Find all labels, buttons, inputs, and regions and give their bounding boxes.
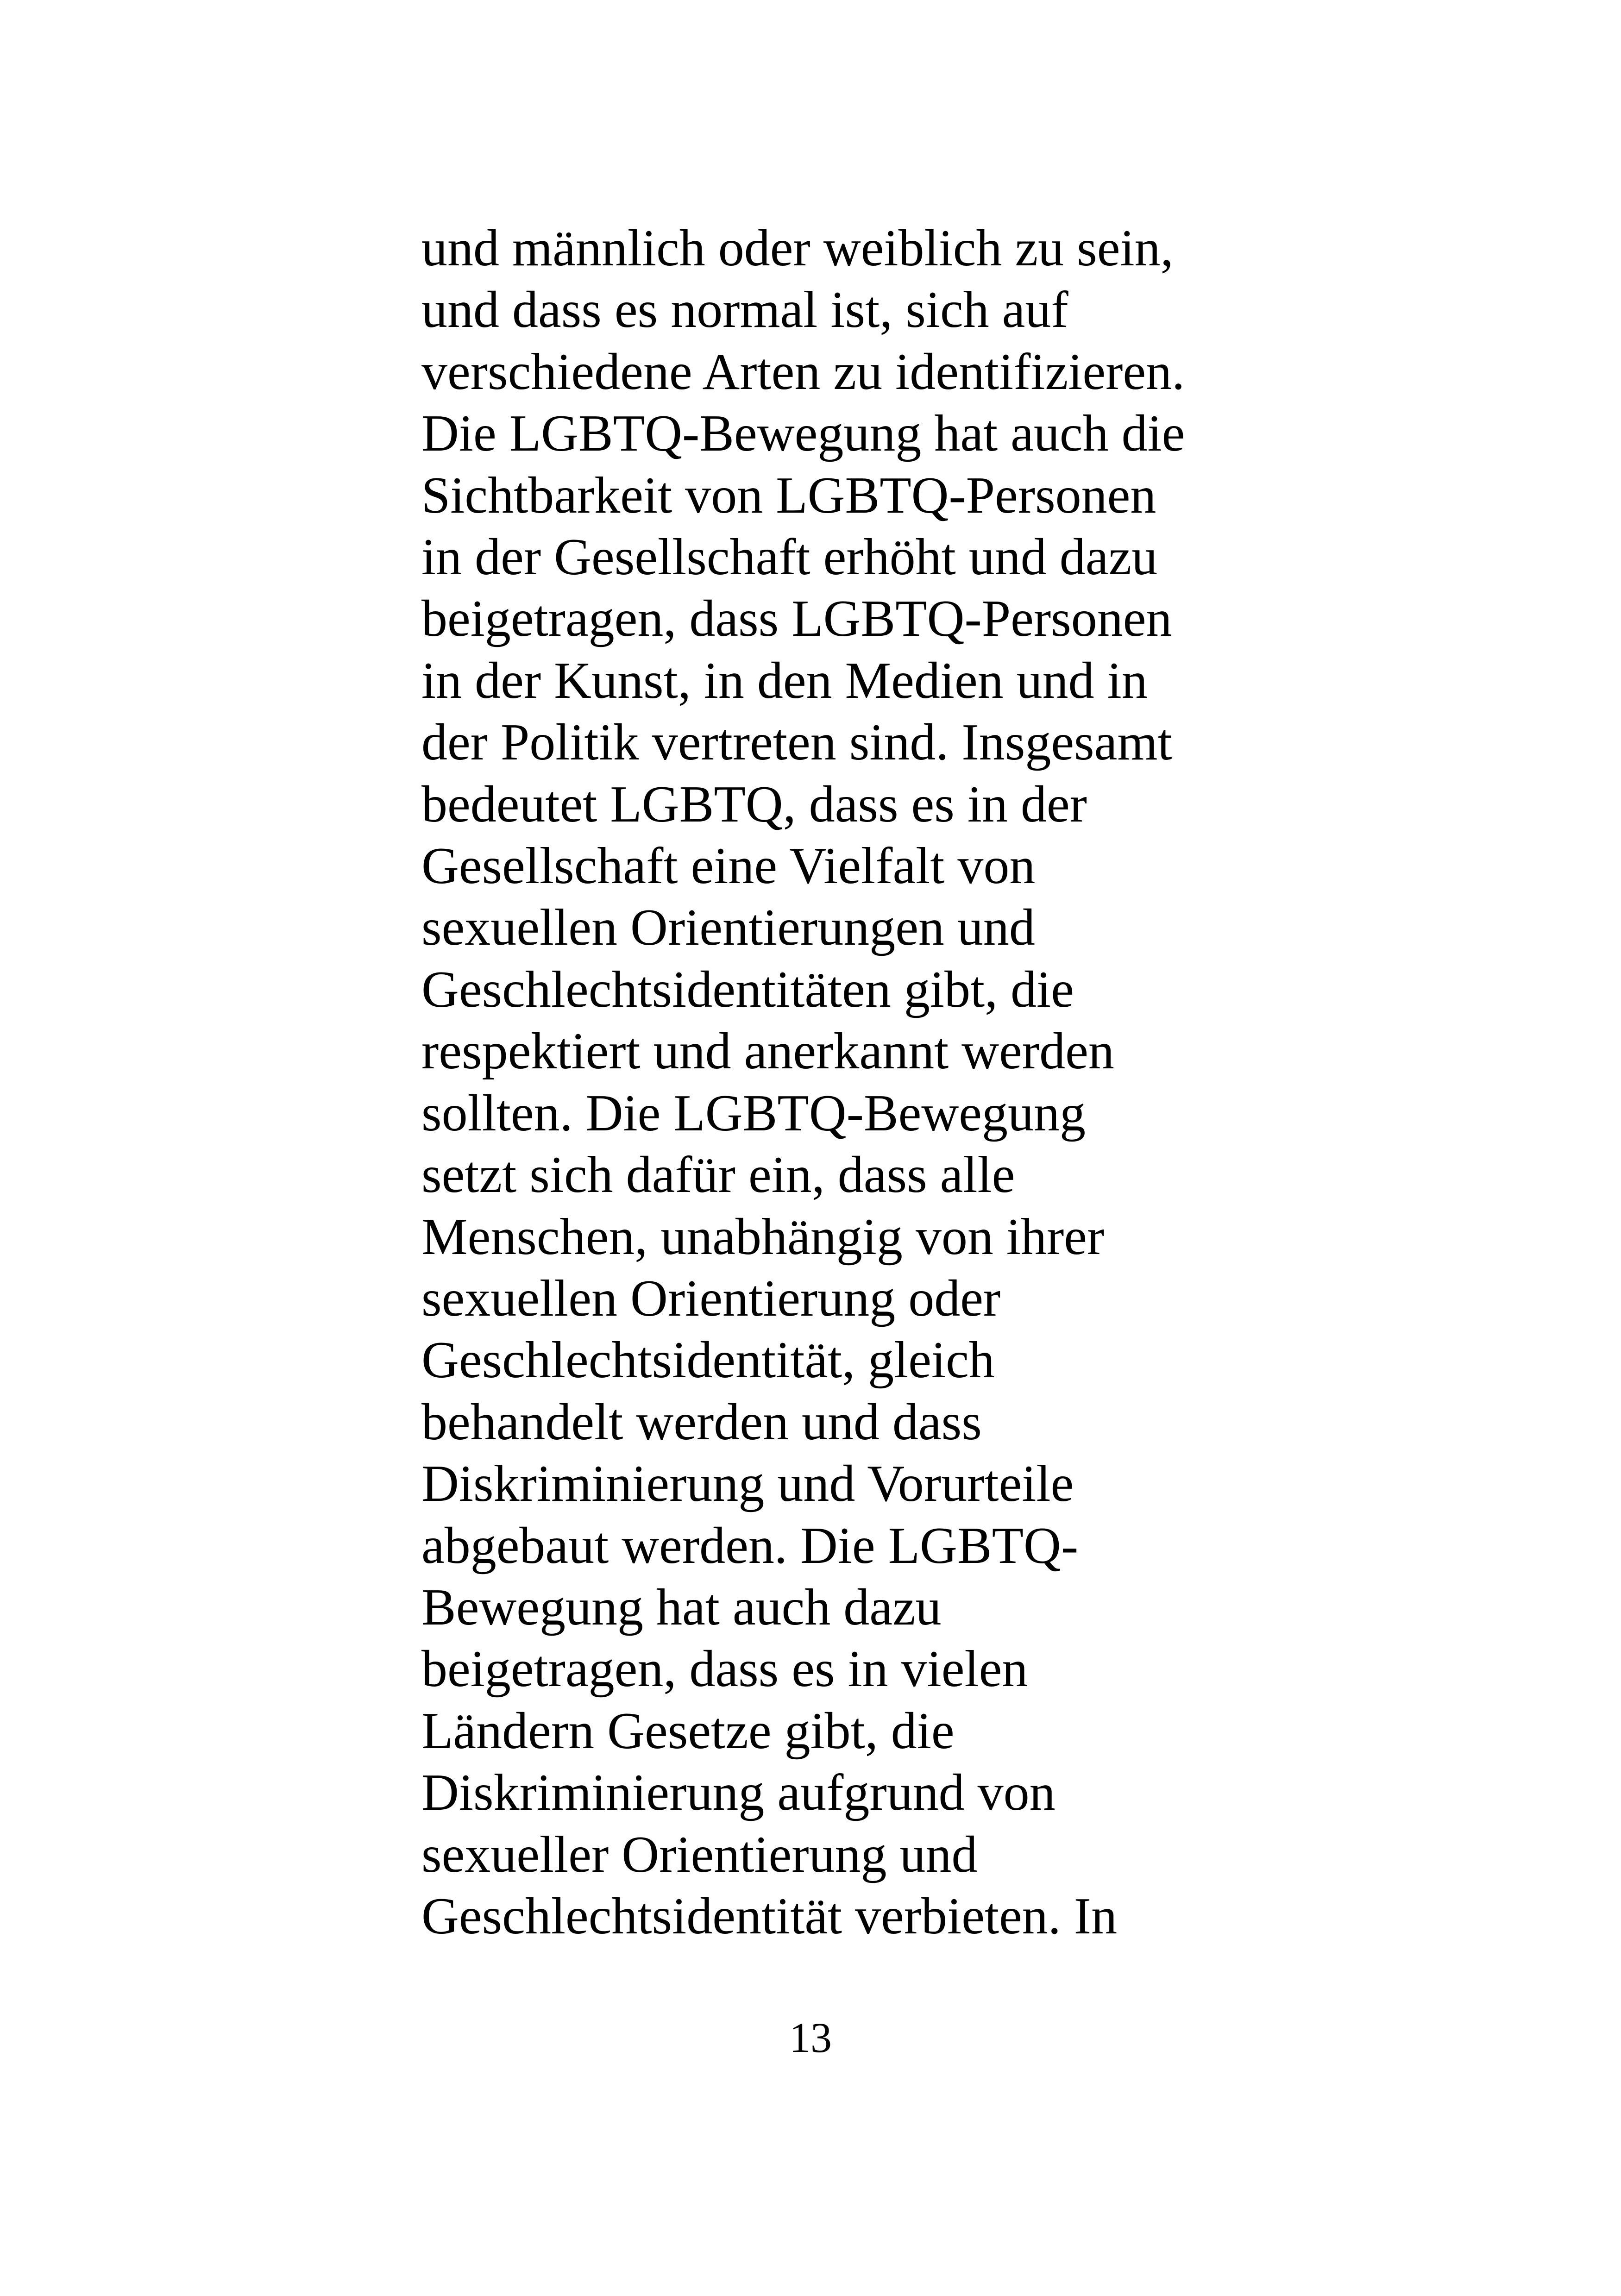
text-line: sexueller Orientierung und [421,1826,978,1883]
text-line: verschiedene Arten zu identifizieren. [421,343,1185,401]
text-line: Bewegung hat auch dazu [421,1578,942,1636]
text-line: Gesellschaft eine Vielfalt von [421,837,1036,895]
text-line: Diskriminierung und Vorurteile [421,1455,1074,1513]
text-line: Menschen, unabhängig von ihrer [421,1208,1105,1266]
text-line: sexuellen Orientierung oder [421,1269,1001,1327]
text-line: behandelt werden und dass [421,1393,982,1451]
text-line: der Politik vertreten sind. Insgesamt [421,714,1172,772]
body-text [421,218,1301,1947]
text-line: beigetragen, dass LGBTQ-Personen [421,590,1172,648]
text-line: Geschlechtsidentitäten gibt, die [421,960,1074,1018]
text-line: Diskriminierung aufgrund von [421,1764,1056,1822]
text-line: Geschlechtsidentität, gleich [421,1331,995,1389]
text-line: sexuellen Orientierungen und [421,899,1035,957]
text-line: abgebaut werden. Die LGBTQ- [421,1517,1079,1575]
text-line: Sichtbarkeit von LGBTQ-Personen [421,466,1156,524]
text-line: in der Kunst, in den Medien und in [421,652,1148,709]
text-line: und dass es normal ist, sich auf [421,281,1068,339]
page-number: 13 [789,2014,832,2061]
text-line: Die LGBTQ-Bewegung hat auch die [421,405,1185,463]
text-line: respektiert und anerkannt werden [421,1023,1114,1080]
text-line: bedeutet LGBTQ, dass es in der [421,775,1087,833]
text-line: setzt sich dafür ein, dass alle [421,1146,1015,1204]
text-line: Ländern Gesetze gibt, die [421,1702,955,1760]
text-line: und männlich oder weiblich zu sein, [421,220,1174,277]
text-line: Geschlechtsidentität verbieten. In [421,1887,1118,1945]
text-line: beigetragen, dass es in vielen [421,1640,1028,1698]
text-line: sollten. Die LGBTQ-Bewegung [421,1084,1086,1142]
text-line: in der Gesellschaft erhöht und dazu [421,528,1158,586]
